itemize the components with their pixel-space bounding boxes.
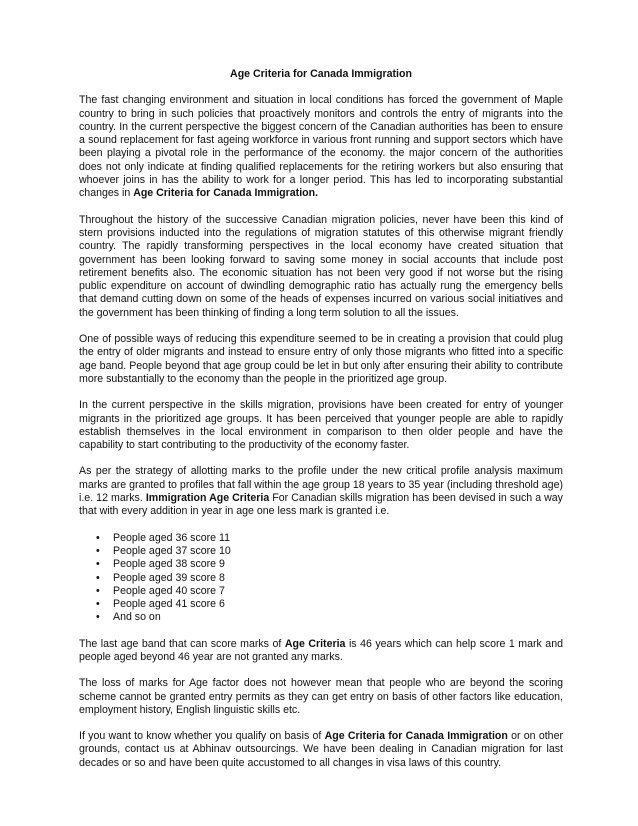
- paragraph-intro-text: The fast changing environment and situation in local conditions has forced the government of Maple country to bring in such policies that proactively monitors and controls the entry of migrants into the country. In the current perspective the biggest concern of the Canadian authorities has been to ensure a sound replacement for fast ageing workforce in various front running and support sectors which have been playing a pivotal role in the performance of the economy. the major concern of the authorities does not only indicate at finding qualified replacements for the retiring workers but also ensuring that whoever joins in has the ability to work for a longer period. This has led to incorporating substantial changes in: [79, 94, 563, 200]
- bullet-icon: •: [96, 584, 100, 597]
- paragraph-marks-before: As per the strategy of allotting marks to the profile under the new critical profile analysis maximum marks are granted to profiles that fall within the age group 18 years to 35 year (including threshold age) i.e. 12 marks.: [79, 465, 563, 505]
- paragraph-contact-after: or on other grounds, contact us at Abhinav outsourcings. We have been dealing in Canadian migration for last decades or so and have been quite accustomed to all changes in visa laws of this country.: [79, 730, 563, 769]
- bullet-icon: •: [96, 531, 100, 544]
- list-item: [96, 598, 563, 611]
- paragraph-last-before: The last age band that can score marks of: [79, 637, 285, 650]
- bullet-icon: •: [96, 611, 100, 624]
- paragraph-marks-bold: Immigration Age Criteria: [145, 492, 270, 505]
- paragraph-intro: [79, 94, 563, 200]
- list-item: [96, 545, 563, 558]
- bullet-icon: •: [96, 571, 100, 584]
- list-item-text: People aged 38 score 9: [113, 558, 225, 571]
- list-item: [96, 558, 563, 571]
- age-score-list: [79, 532, 563, 625]
- paragraph-contact-bold: Age Criteria for Canada Immigration: [324, 730, 508, 743]
- paragraph-last-age-band: [79, 638, 563, 665]
- list-item: [96, 611, 563, 624]
- list-item: [96, 572, 563, 585]
- paragraph-last-after: is 46 years which can help score 1 mark and people aged beyond 46 year are not granted any marks.: [79, 637, 563, 663]
- bullet-icon: •: [96, 558, 100, 571]
- paragraph-last-bold: Age Criteria: [284, 637, 346, 650]
- document-page: [79, 68, 563, 783]
- paragraph-reduction: One of possible ways of reducing this expenditure seemed to be in creating a provision that could plug the entry of older migrants and instead to ensure entry of only those migrants who fitted into a specific age band. People beyond that age group could be let in but only after ensuring their ability to contribute more substantially to the economy than the people in the prioritized age group.: [79, 333, 563, 385]
- paragraph-loss-of-marks: The loss of marks for Age factor does not however mean that people who are beyond the scoring scheme cannot be granted entry permits as they can get entry on basis of other factors like education, employment history, English linguistic skills etc.: [79, 677, 563, 716]
- paragraph-marks-after: For Canadian skills migration has been devised in such a way that with every addition in year in age one less mark is granted i.e.: [79, 492, 563, 518]
- list-item-text: People aged 36 score 11: [113, 531, 231, 544]
- paragraph-history: Throughout the history of the successive Canadian migration policies, never have been this kind of stern provisions inducted into the regulations of migration statutes of this otherwise migrant friendly country. The rapidly transforming perspectives in the local economy have created situation that government has been looking forward to saving some money in social accounts that include post retirement benefits also. The economic situation has not been very good if not worse but the rising public expenditure on account of dwindling demographic ratio has actually rung the emergency bells that demand cutting down on some of the heads of expenses incurred on various social initiatives and the government has been thinking of finding a long term solution to all the issues.: [79, 213, 563, 319]
- list-item: [96, 532, 563, 545]
- list-item-text: And so on: [113, 611, 161, 624]
- list-item-text: People aged 37 score 10: [113, 544, 231, 557]
- list-item-text: People aged 41 score 6: [113, 598, 225, 611]
- list-item-text: People aged 39 score 8: [113, 571, 225, 584]
- bullet-icon: •: [96, 598, 100, 611]
- list-item: [96, 585, 563, 598]
- paragraph-skills-migration: In the current perspective in the skills migration, provisions have been created for entry of younger migrants in the prioritized age groups. It has been perceived that younger people are able to rapidly establish themselves in the local environment in comparison to then older people and have the capability to start contributing to the productivity of the economy faster.: [79, 399, 563, 452]
- paragraph-contact: [79, 730, 563, 770]
- paragraph-marks-strategy: [79, 465, 563, 518]
- list-item-text: People aged 40 score 7: [113, 584, 225, 597]
- bullet-icon: •: [96, 544, 100, 557]
- paragraph-intro-bold: Age Criteria for Canada Immigration.: [133, 187, 319, 200]
- paragraph-contact-before: If you want to know whether you qualify on basis of: [79, 730, 325, 743]
- document-title: Age Criteria for Canada Immigration: [230, 68, 412, 80]
